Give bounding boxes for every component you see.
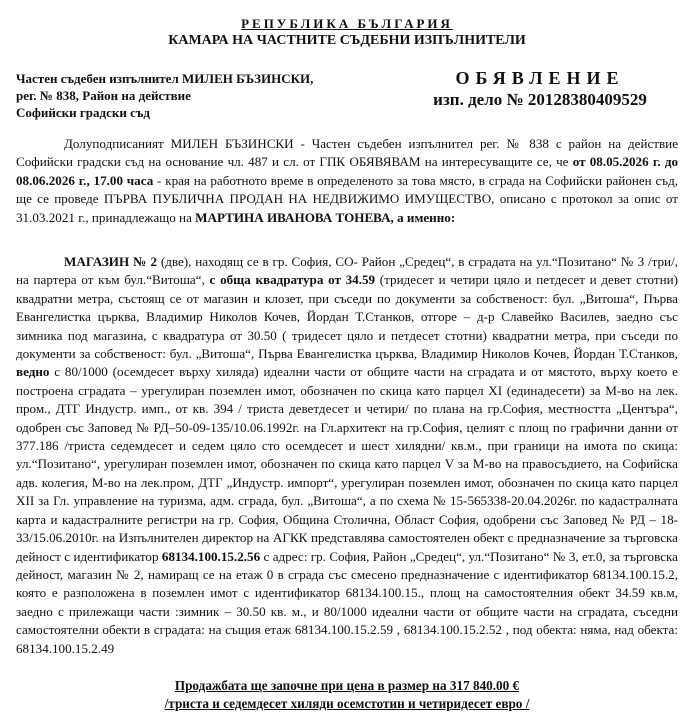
property-text-3: с 80/1000 (осемдесет върху хиляда) идеални части от общите части на сградата и от мястото, върху което е построена сградата – урегулиран поземлен имот, обозначен по скица като парцел XI (единадесети) за М-во на лек. пром., ДТГ Индустр. имп., от кв. 394 / триста деветдесет и четири/ по плана на гр.София, местността „Центъра“, одобрен със Заповед № РД–50-09-135/10.06.1992г. на Гл.архитект на гр.София, целият с площ по графични данни от 377.186 /триста седемдесет и седем цяло сто осемдесет и шест хилядни/ кв.м., при граници на имота по скица: ул.“Позитано“, урегулиран поземлен имот, обозначен по скица като парцел V за М-во на правосъдието, на Софийска адв. колегия, М-во на лек.пром, ДТГ „Индустр. импорт“, урегулиран поземлен имот, обозначен по скица като парцел XII за Гл. управление на туризма, адм. сграда, бул. „Витоша“, а по схема № 15-565338-20.04.2026г. по кадастралната карта и кадастралните регистри на гр. София, Община Столична, Област София, одобрени със Заповед № РД – 18-33/15.06.2010г. на Изпълнителен директор на АГКК представлява самостоятелен обект с предназначение за търговска дейност с идентификатор	[16, 364, 678, 564]
shop-title: МАГАЗИН № 2	[64, 254, 158, 269]
price-line-2: /триста и седемдесет хиляди осемстотин и четиридесет евро /	[164, 696, 530, 711]
chamber-heading: КАМАРА НА ЧАСТНИТЕ СЪДЕБНИ ИЗПЪЛНИТЕЛИ	[168, 33, 526, 48]
intro-text-2: - края на работното време в определеното за това място, в сграда на Софийски районен съд, ще се проведе ПЪРВА ПУБЛИЧНА ПРОДАН НА НЕДВИЖИМО ИМУЩЕСТВО, описано с протокол за опис от 31.03.2021 г., принадлежащо на	[16, 172, 679, 225]
republic-heading: РЕПУБЛИКА БЪЛГАРИЯ	[241, 16, 453, 31]
intro-text-1: Долуподписаният МИЛЕН БЪЗИНСКИ - Частен съдебен изпълнител рег. № 838 с район на действие Софийски градски съд на основание чл. 487 и сл. от ГПК ОБЯВЯВАМ на интересуващите се, че	[16, 136, 678, 170]
auction-dates: от 08.05.2026 г. до 08.06.2026 г., 17.00 часа	[16, 154, 678, 188]
bailiff-court-line: Софийски градски съд	[16, 105, 150, 120]
property-text-2: (тридесет и четири цяло и петдесет и девет стотни) квадратни метра, състоящ се от магазин и клозет, при съседи по документи за собственост: бул. „Витоша“, Първа Евангелистка църква, Владимир Николов Кочев, Йордан Т.Станков, отгоре – д-р Славейко Василев, заедно със зимника под магазина, с квадратура от 30.50 ( тридесет цяло и петдесет стотни) квадратни метра, при съседи по документи за собственост: бул. „Витоша“, Първа Евангелистка църква, Владимир Николов Кочев, Йордан Т.Станков,	[16, 272, 679, 362]
announcement-title: ОБЯВЛЕНИЕ	[455, 68, 625, 88]
owner-name: МАРТИНА ИВАНОВА ТОНЕВА, а именно:	[195, 209, 456, 225]
property-identifier: 68134.100.15.2.56	[161, 548, 261, 564]
together-word: ведно	[16, 364, 50, 380]
bailiff-name-line: Частен съдебен изпълнител МИЛЕН БЪЗИНСКИ,	[16, 71, 314, 86]
case-number: изп. дело № 20128380409529	[433, 90, 647, 109]
property-paragraph	[16, 253, 678, 658]
total-area: с обща квадратура от 34.59	[209, 272, 376, 288]
property-text-4: с адрес: гр. София, Район „Средец“, ул.“Позитано“ № 3, ет.0, за търговска дейност, магазин № 2, намиращ се на етаж 0 в сграда със смесено предназначение с идентификатор 68134.100.15.2, която е разположена в поземлен имот с идентификатор 68134.100.15., площ на самостоятелния обект 34.59 кв.м, заедно с прилежащи части :зимник – 30.50 кв. м., и 80/1000 идеални части от общите части на сградата, съседни самостоятелни обекти в сградата: на същия етаж 68134.100.15.2.59 , 68134.100.15.2.52 , под обекта: няма, над обекта: 68134.100.15.2.49	[16, 548, 678, 656]
bailiff-reg-line: рег. № 838, Район на действие	[16, 88, 191, 103]
property-text-1: (две), находящ се в гр. София, СО- Район „Средец“, в сградата на ул.“Позитано“ № 3 /три/, на партера от към бул.“Витоша“,	[16, 254, 678, 288]
intro-paragraph	[16, 135, 678, 227]
price-line-1: Продажбата ще започне при цена в размер на 317 840.00 €	[174, 678, 520, 693]
starting-price	[0, 677, 694, 713]
bailiff-info	[16, 70, 356, 121]
